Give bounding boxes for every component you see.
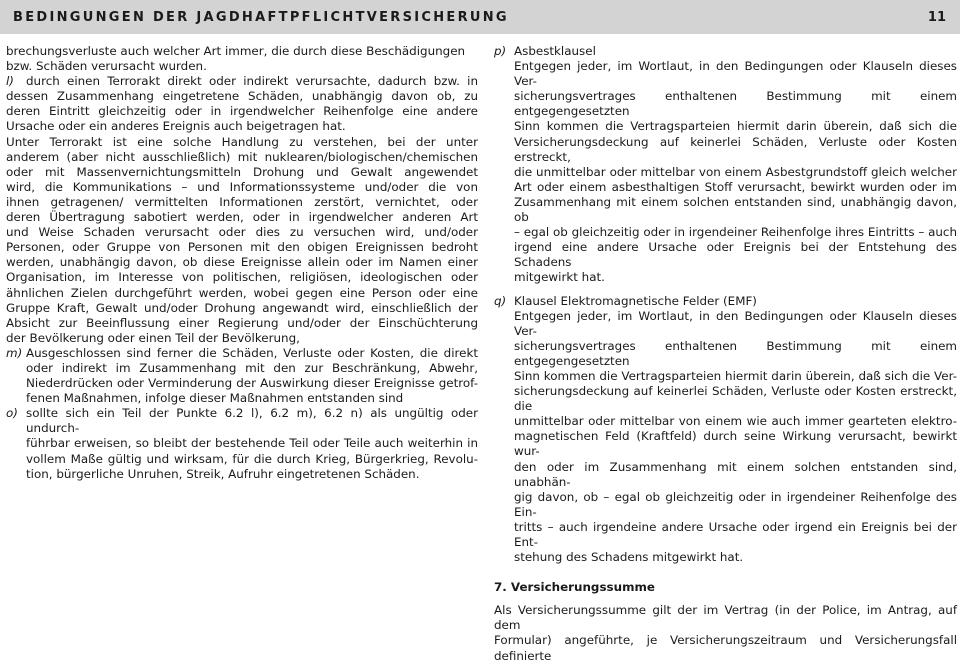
text-line: irgend eine andere Ursache oder Ereignis bei der Entstehung des Schadens — [514, 240, 957, 270]
page-header — [0, 0, 960, 34]
text-line: Versicherungsdeckung auf keinerlei Schäden, Verluste oder Kosten erstreckt, — [514, 134, 957, 164]
text-line: mitgewirkt hat. — [514, 270, 605, 285]
text-line: oder mit Massenvernichtungsmitteln Drohung und Gewalt angewendet — [6, 164, 478, 179]
text-line: Als Versicherungssumme gilt der im Vertrag (in der Police, im Antrag, auf dem — [494, 603, 957, 633]
text-line: brechungsverluste auch welcher Art immer, die durch diese Beschädigungen — [6, 44, 466, 58]
text-line: die unmittelbar oder mittelbar von einem Asbestgrundstoff gleich welcher — [514, 164, 957, 179]
section-body — [494, 603, 957, 663]
text-line: fenen Maßnahmen, infolge dieser Maßnahmen entstanden sind — [26, 391, 404, 406]
text-line: ähnlichen Zielen durchgeführt werden, wobei gegen eine Person oder eine — [6, 285, 478, 300]
text-line: werden, unabhängig davon, ob diese Ereignisse allein oder im Namen einer — [6, 255, 478, 270]
spacer — [494, 565, 957, 580]
text-line: Formular) angeführte, je Versicherungszeitraum und Versicherungsfall definierte — [494, 633, 957, 663]
text-line: Organisation, im Interesse von politischen, religiösen, ideologischen oder — [6, 270, 478, 285]
text-line: wird, die Kommunikations – und Informationssysteme und/oder die von — [6, 179, 478, 194]
document-title: BEDINGUNGEN DER JAGDHAFTPFLICHTVERSICHERUNG — [13, 10, 509, 25]
clause-marker: m) — [6, 345, 23, 360]
text-line: sicherungsvertrages enthaltenen Bestimmung mit einem entgegengesetzten — [514, 338, 957, 368]
intro-paragraph — [6, 44, 478, 74]
clause-marker: p) — [494, 44, 507, 58]
text-line: Ursache oder ein anderes Ereignis auch beigetragen hat. — [6, 119, 346, 134]
text-line: sollte sich ein Teil der Punkte 6.2 l), 6.2 m), 6.2 n) als ungültig oder undurch- — [26, 406, 478, 436]
text-line: Ausgeschlossen sind ferner die Schäden, Verluste oder Kosten, die direkt — [26, 345, 478, 360]
text-line: durch einen Terrorakt direkt oder indirekt verursachte, dadurch bzw. in — [26, 74, 478, 89]
text-line: tion, bürgerliche Unruhen, Streik, Aufruhr eingetretenen Schäden. — [26, 466, 420, 481]
text-line: der Bevölkerung oder einen Teil der Bevölkerung, — [6, 330, 300, 345]
clause-l-body — [6, 89, 478, 346]
text-line: tritts – auch irgendeine andere Ursache oder irgend ein Ereignis bei der Ent- — [514, 519, 957, 549]
text-line: ihnen getragenen/ vermittelten Informationen zerstört, vernichtet, oder — [6, 194, 478, 209]
text-line: deren Übertragung sabotiert werden, oder in irgendwelcher anderen Art — [6, 210, 478, 225]
spacer — [494, 595, 957, 603]
text-line: sicherungsvertrages enthaltenen Bestimmung mit einem entgegengesetzten — [514, 89, 957, 119]
clause-title: Klausel Elektromagnetische Felder (EMF) — [514, 293, 757, 308]
page-number: 11 — [927, 10, 946, 25]
text-line: Zusammenhang mit einem solchen entstanden sind, unabhängig davon, ob — [514, 194, 957, 225]
text-line: gig davon, ob – egal ob gleichzeitig oder in irgendeiner Reihenfolge des Ein- — [514, 489, 957, 519]
text-line: Personen, oder Gruppe von Personen mit den obigen Ereignissen bedroht — [6, 240, 478, 255]
section-heading: 7. Versicherungssumme — [494, 580, 655, 595]
text-line: Art oder einem asbesthaltigen Stoff verursacht, bewirkt wurden oder im — [514, 179, 957, 194]
text-line: anderem (aber nicht ausschließlich) mit nuklearen/biologischen/chemischen — [6, 149, 478, 164]
clause-l — [6, 74, 478, 89]
clause-title: Asbestklausel — [514, 44, 596, 58]
text-line: Sinn kommen die Vertragsparteien hiermit darin überein, daß sich die Ver- — [514, 368, 957, 383]
right-column — [494, 44, 957, 664]
text-line: vollem Maße gültig und wirksam, für die durch Krieg, Bürgerkrieg, Revolu- — [26, 451, 478, 466]
text-line: Entgegen jeder, im Wortlaut, in den Bedingungen oder Klauseln dieses Ver- — [514, 59, 957, 89]
text-line: führbar erweisen, so bleibt der bestehende Teil oder Teile auch weiterhin in — [26, 436, 478, 451]
text-line: dessen Zusammenhang eingetretene Schäden, unabhängig davon ob, zu — [6, 89, 478, 104]
text-line: Entgegen jeder, im Wortlaut, in den Bedingungen oder Klauseln dieses Ver- — [514, 308, 957, 338]
text-line: deren Eintritt gleichzeitig oder in irgendwelcher Reihenfolge eine andere — [6, 104, 478, 119]
text-line: den oder im Zusammenhang mit einem solchen entstanden sind, unabhän- — [514, 459, 957, 489]
text-line: Absicht zur Beeinflussung einer Regierung und/oder der Einschüchterung — [6, 315, 478, 330]
text-line: Sinn kommen die Vertragsparteien hiermit darin überein, daß sich die — [514, 119, 957, 134]
spacer — [494, 286, 957, 294]
text-line: sicherungsdeckung auf keinerlei Schäden, Verluste oder Kosten erstreckt, die — [514, 384, 957, 414]
clause-o — [6, 406, 478, 481]
text-line: Gruppe Kraft, Gewalt und/oder Drohung angewandt wird, einschließlich der — [6, 300, 478, 315]
text-line: oder indirekt im Zusammenhang mit den zur Beschränkung, Abwehr, — [26, 360, 478, 375]
clause-marker: l) — [6, 74, 14, 89]
text-line: magnetischen Feld (Kraftfeld) durch seine Wirkung verursacht, bewirkt wur- — [514, 429, 957, 459]
text-line: Niederdrücken oder Verminderung der Auswirkung dieser Ereignisse getrof- — [26, 376, 478, 391]
clause-m — [6, 346, 478, 406]
left-column — [6, 44, 478, 482]
text-line: Unter Terrorakt ist eine solche Handlung zu verstehen, bei der unter — [6, 134, 478, 149]
text-line: unmittelbar oder mittelbar von einem wie auch immer gearteten elektro- — [514, 414, 957, 429]
clause-p — [494, 44, 957, 286]
clause-marker: o) — [6, 406, 18, 421]
clause-q — [494, 294, 957, 566]
text-line: – egal ob gleichzeitig oder in irgendeiner Reihenfolge ihres Eintritts – auch — [514, 225, 957, 240]
text-line: stehung des Schadens mitgewirkt hat. — [514, 550, 744, 565]
clause-marker: q) — [494, 293, 507, 308]
text-line: und Weise Schaden verursacht oder dies zu versuchen wird, und/oder — [6, 225, 478, 240]
text-line: bzw. Schäden verursacht wurden. — [6, 59, 207, 74]
